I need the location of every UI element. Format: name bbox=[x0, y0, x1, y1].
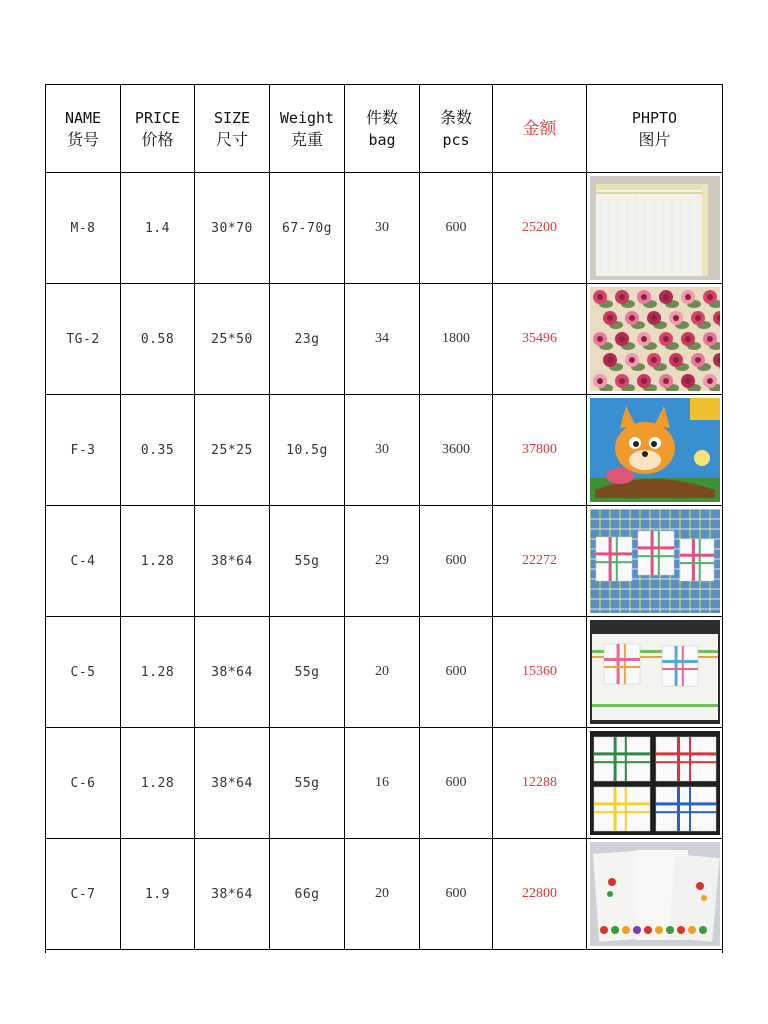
check-towels-blue-photo bbox=[590, 509, 720, 613]
header-photo bbox=[587, 85, 723, 173]
cell-photo bbox=[587, 395, 723, 506]
cell-bag: 34 bbox=[345, 284, 420, 395]
cell-size: 25*25 bbox=[195, 395, 270, 506]
table-row bbox=[46, 839, 723, 950]
cell-weight: 10.5g bbox=[270, 395, 345, 506]
header-bag-cn: 件数 bbox=[365, 107, 398, 127]
check-towels-white-photo bbox=[590, 620, 720, 724]
cell-size: 30*70 bbox=[195, 173, 270, 284]
cell-size: 38*64 bbox=[195, 617, 270, 728]
header-name-en: NAME bbox=[64, 108, 102, 127]
cell-price: 1.4 bbox=[121, 173, 195, 284]
cell-pcs: 600 bbox=[420, 728, 493, 839]
cell-name: TG-2 bbox=[46, 284, 121, 395]
cell-size: 38*64 bbox=[195, 839, 270, 950]
cell-amount: 12288 bbox=[493, 728, 587, 839]
fruit-print-towels-photo bbox=[590, 842, 720, 946]
header-pcs-en: pcs bbox=[442, 130, 470, 149]
cell-bag: 16 bbox=[345, 728, 420, 839]
cell-photo bbox=[587, 839, 723, 950]
cell-bag: 20 bbox=[345, 839, 420, 950]
cell-price: 0.58 bbox=[121, 284, 195, 395]
cell-weight: 55g bbox=[270, 728, 345, 839]
header-amount: 金额 bbox=[493, 85, 587, 173]
cell-weight: 23g bbox=[270, 284, 345, 395]
cell-pcs: 600 bbox=[420, 839, 493, 950]
cell-name: F-3 bbox=[46, 395, 121, 506]
rose-print-towel-photo bbox=[590, 287, 720, 391]
header-name bbox=[46, 85, 121, 173]
header-pcs-cn: 条数 bbox=[439, 107, 472, 127]
header-row bbox=[46, 85, 723, 173]
cell-pcs: 600 bbox=[420, 506, 493, 617]
table-body bbox=[46, 173, 723, 950]
cell-pcs: 1800 bbox=[420, 284, 493, 395]
cell-pcs: 600 bbox=[420, 173, 493, 284]
header-name-cn: 货号 bbox=[66, 129, 99, 149]
cell-photo bbox=[587, 506, 723, 617]
header-weight-cn: 克重 bbox=[290, 129, 323, 149]
cell-price: 1.28 bbox=[121, 728, 195, 839]
cell-photo bbox=[587, 617, 723, 728]
cell-weight: 55g bbox=[270, 617, 345, 728]
header-weight-en: Weight bbox=[279, 108, 335, 127]
header-size-cn: 尺寸 bbox=[215, 129, 248, 149]
header-size-en: SIZE bbox=[213, 108, 251, 127]
cell-name: C-6 bbox=[46, 728, 121, 839]
cell-weight: 66g bbox=[270, 839, 345, 950]
cartoon-cat-towel-photo bbox=[590, 398, 720, 502]
cell-name: M-8 bbox=[46, 173, 121, 284]
product-table bbox=[45, 84, 723, 950]
cell-name: C-5 bbox=[46, 617, 121, 728]
table-row bbox=[46, 617, 723, 728]
cell-price: 1.28 bbox=[121, 506, 195, 617]
cell-size: 38*64 bbox=[195, 728, 270, 839]
header-size bbox=[195, 85, 270, 173]
cell-price: 0.35 bbox=[121, 395, 195, 506]
cell-name: C-4 bbox=[46, 506, 121, 617]
cell-amount: 25200 bbox=[493, 173, 587, 284]
header-price bbox=[121, 85, 195, 173]
cell-amount: 35496 bbox=[493, 284, 587, 395]
table-row bbox=[46, 395, 723, 506]
cell-photo bbox=[587, 284, 723, 395]
cell-amount: 37800 bbox=[493, 395, 587, 506]
header-price-en: PRICE bbox=[134, 108, 181, 127]
cell-weight: 55g bbox=[270, 506, 345, 617]
cell-size: 38*64 bbox=[195, 506, 270, 617]
cell-photo bbox=[587, 728, 723, 839]
header-weight bbox=[270, 85, 345, 173]
cell-bag: 29 bbox=[345, 506, 420, 617]
header-bag-en: bag bbox=[368, 130, 396, 149]
check-towels-four-photo bbox=[590, 731, 720, 835]
table-row bbox=[46, 506, 723, 617]
cell-pcs: 600 bbox=[420, 617, 493, 728]
cell-amount: 22800 bbox=[493, 839, 587, 950]
cell-amount: 15360 bbox=[493, 617, 587, 728]
cell-weight: 67-70g bbox=[270, 173, 345, 284]
header-price-cn: 价格 bbox=[141, 129, 174, 149]
cell-photo bbox=[587, 173, 723, 284]
header-bag bbox=[345, 85, 420, 173]
cell-bag: 20 bbox=[345, 617, 420, 728]
cell-bag: 30 bbox=[345, 395, 420, 506]
cell-amount: 22272 bbox=[493, 506, 587, 617]
table-continuation bbox=[45, 950, 723, 953]
cell-price: 1.9 bbox=[121, 839, 195, 950]
header-photo-en: PHPTO bbox=[631, 108, 678, 127]
cell-bag: 30 bbox=[345, 173, 420, 284]
cell-size: 25*50 bbox=[195, 284, 270, 395]
white-mesh-towel-photo bbox=[590, 176, 720, 280]
product-price-sheet bbox=[45, 84, 723, 953]
cell-price: 1.28 bbox=[121, 617, 195, 728]
table-row bbox=[46, 173, 723, 284]
table-row bbox=[46, 284, 723, 395]
cell-name: C-7 bbox=[46, 839, 121, 950]
header-photo-cn: 图片 bbox=[638, 129, 671, 149]
cell-pcs: 3600 bbox=[420, 395, 493, 506]
header-pcs bbox=[420, 85, 493, 173]
table-row bbox=[46, 728, 723, 839]
